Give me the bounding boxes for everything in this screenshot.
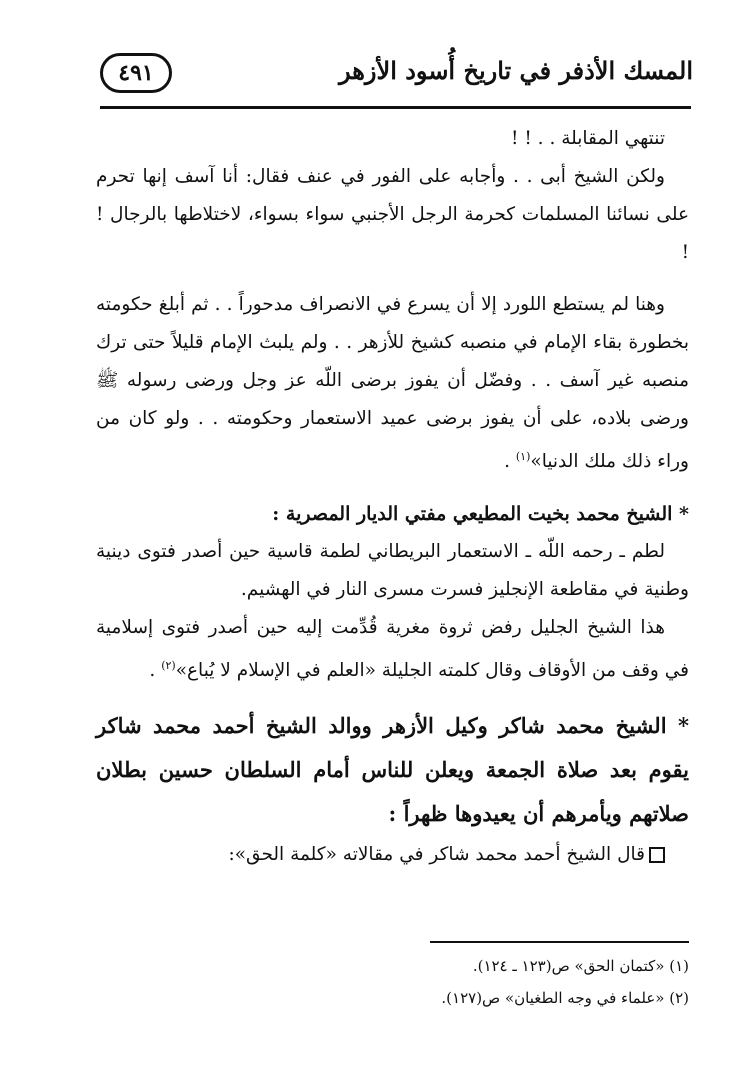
paragraph-lord-departure-text: وهنا لم يستطع اللورد إلا أن يسرع في الانصراف مدحوراً . . ثم أبلغ حكومته بخطورة بقاء الإمام في منصبه كشيخ للأزهر . . ولم يلبث الإمام قليلاً حتى ترك منصبه غير آسف . . وفضّل أن يفوز برضى اللّه عز وجل ورضى رسوله ﷺ ورضى بلاده، على أن يفوز برضى عميد الاستعمار وحكومته . . ولو كان من وراء ذلك ملك الدنيا»: [96, 294, 689, 473]
footnotes: [89, 950, 689, 1014]
header-divider: [100, 106, 691, 109]
paragraph-quote-intro: [96, 836, 689, 874]
paragraph-sheikh-reply: ولكن الشيخ أبى . . وأجابه على الفور في عنف فقال: أنا آسف إنها تحرم على نسائنا المسلمات كحرمة الرجل الأجنبي سواء بسواء، لاختلاطها بالرجال ! !: [96, 166, 689, 263]
footnote-ref-2: (٢): [161, 659, 176, 673]
page-number-badge: ٤٩١: [100, 53, 172, 93]
section-heading-shaker: * الشيخ محمد شاكر وكيل الأزهر ووالد الشيخ أحمد محمد شاكر يقوم بعد صلاة الجمعة ويعلن للناس أمام السلطان حسين بطلان صلاتهم ويأمرهم أن يعيدوها ظهراً :: [96, 713, 689, 827]
paragraph-quote-intro-text: قال الشيخ أحمد محمد شاكر في مقالاته «كلمة الحق»:: [228, 844, 645, 866]
square-bullet-icon: [649, 847, 665, 863]
section-heading-bakhit: * الشيخ محمد بخيت المطيعي مفتي الديار المصرية :: [272, 503, 689, 526]
paragraph-lord-departure: [96, 286, 689, 481]
running-header-title: المسك الأذفر في تاريخ أُسود الأزهر: [339, 56, 693, 85]
footnote-2: (٢) «علماء في وجه الطغيان» ص(١٢٧).: [441, 989, 689, 1007]
page-body: [96, 120, 689, 874]
paragraph-closing-line: تنتهي المقابلة . . ! !: [511, 128, 665, 149]
paragraph-fatwa-boycott: لطم ـ رحمه اللّه ـ الاستعمار البريطاني لطمة قاسية حين أصدر فتوى دينية وطنية في مقاطعة الإنجليز فسرت مسرى النار في الهشيم.: [96, 541, 689, 601]
footnote-1: (١) «كتمان الحق» ص(١٢٣ ـ ١٢٤).: [472, 957, 689, 975]
footnote-ref-1: (١): [515, 450, 531, 463]
paragraph-lord-departure-end: .: [504, 451, 516, 473]
paragraph-refused-wealth: [96, 609, 689, 690]
paragraph-refused-wealth-text: هذا الشيخ الجليل رفض ثروة مغرية قُدِّمت إليه حين أصدر فتوى إسلامية في وقف من الأوقاف وقال كلمته الجليلة «العلم في الإسلام لا يُباع»: [96, 617, 689, 682]
paragraph-refused-wealth-end: .: [149, 660, 162, 682]
footnote-divider: [430, 941, 689, 943]
